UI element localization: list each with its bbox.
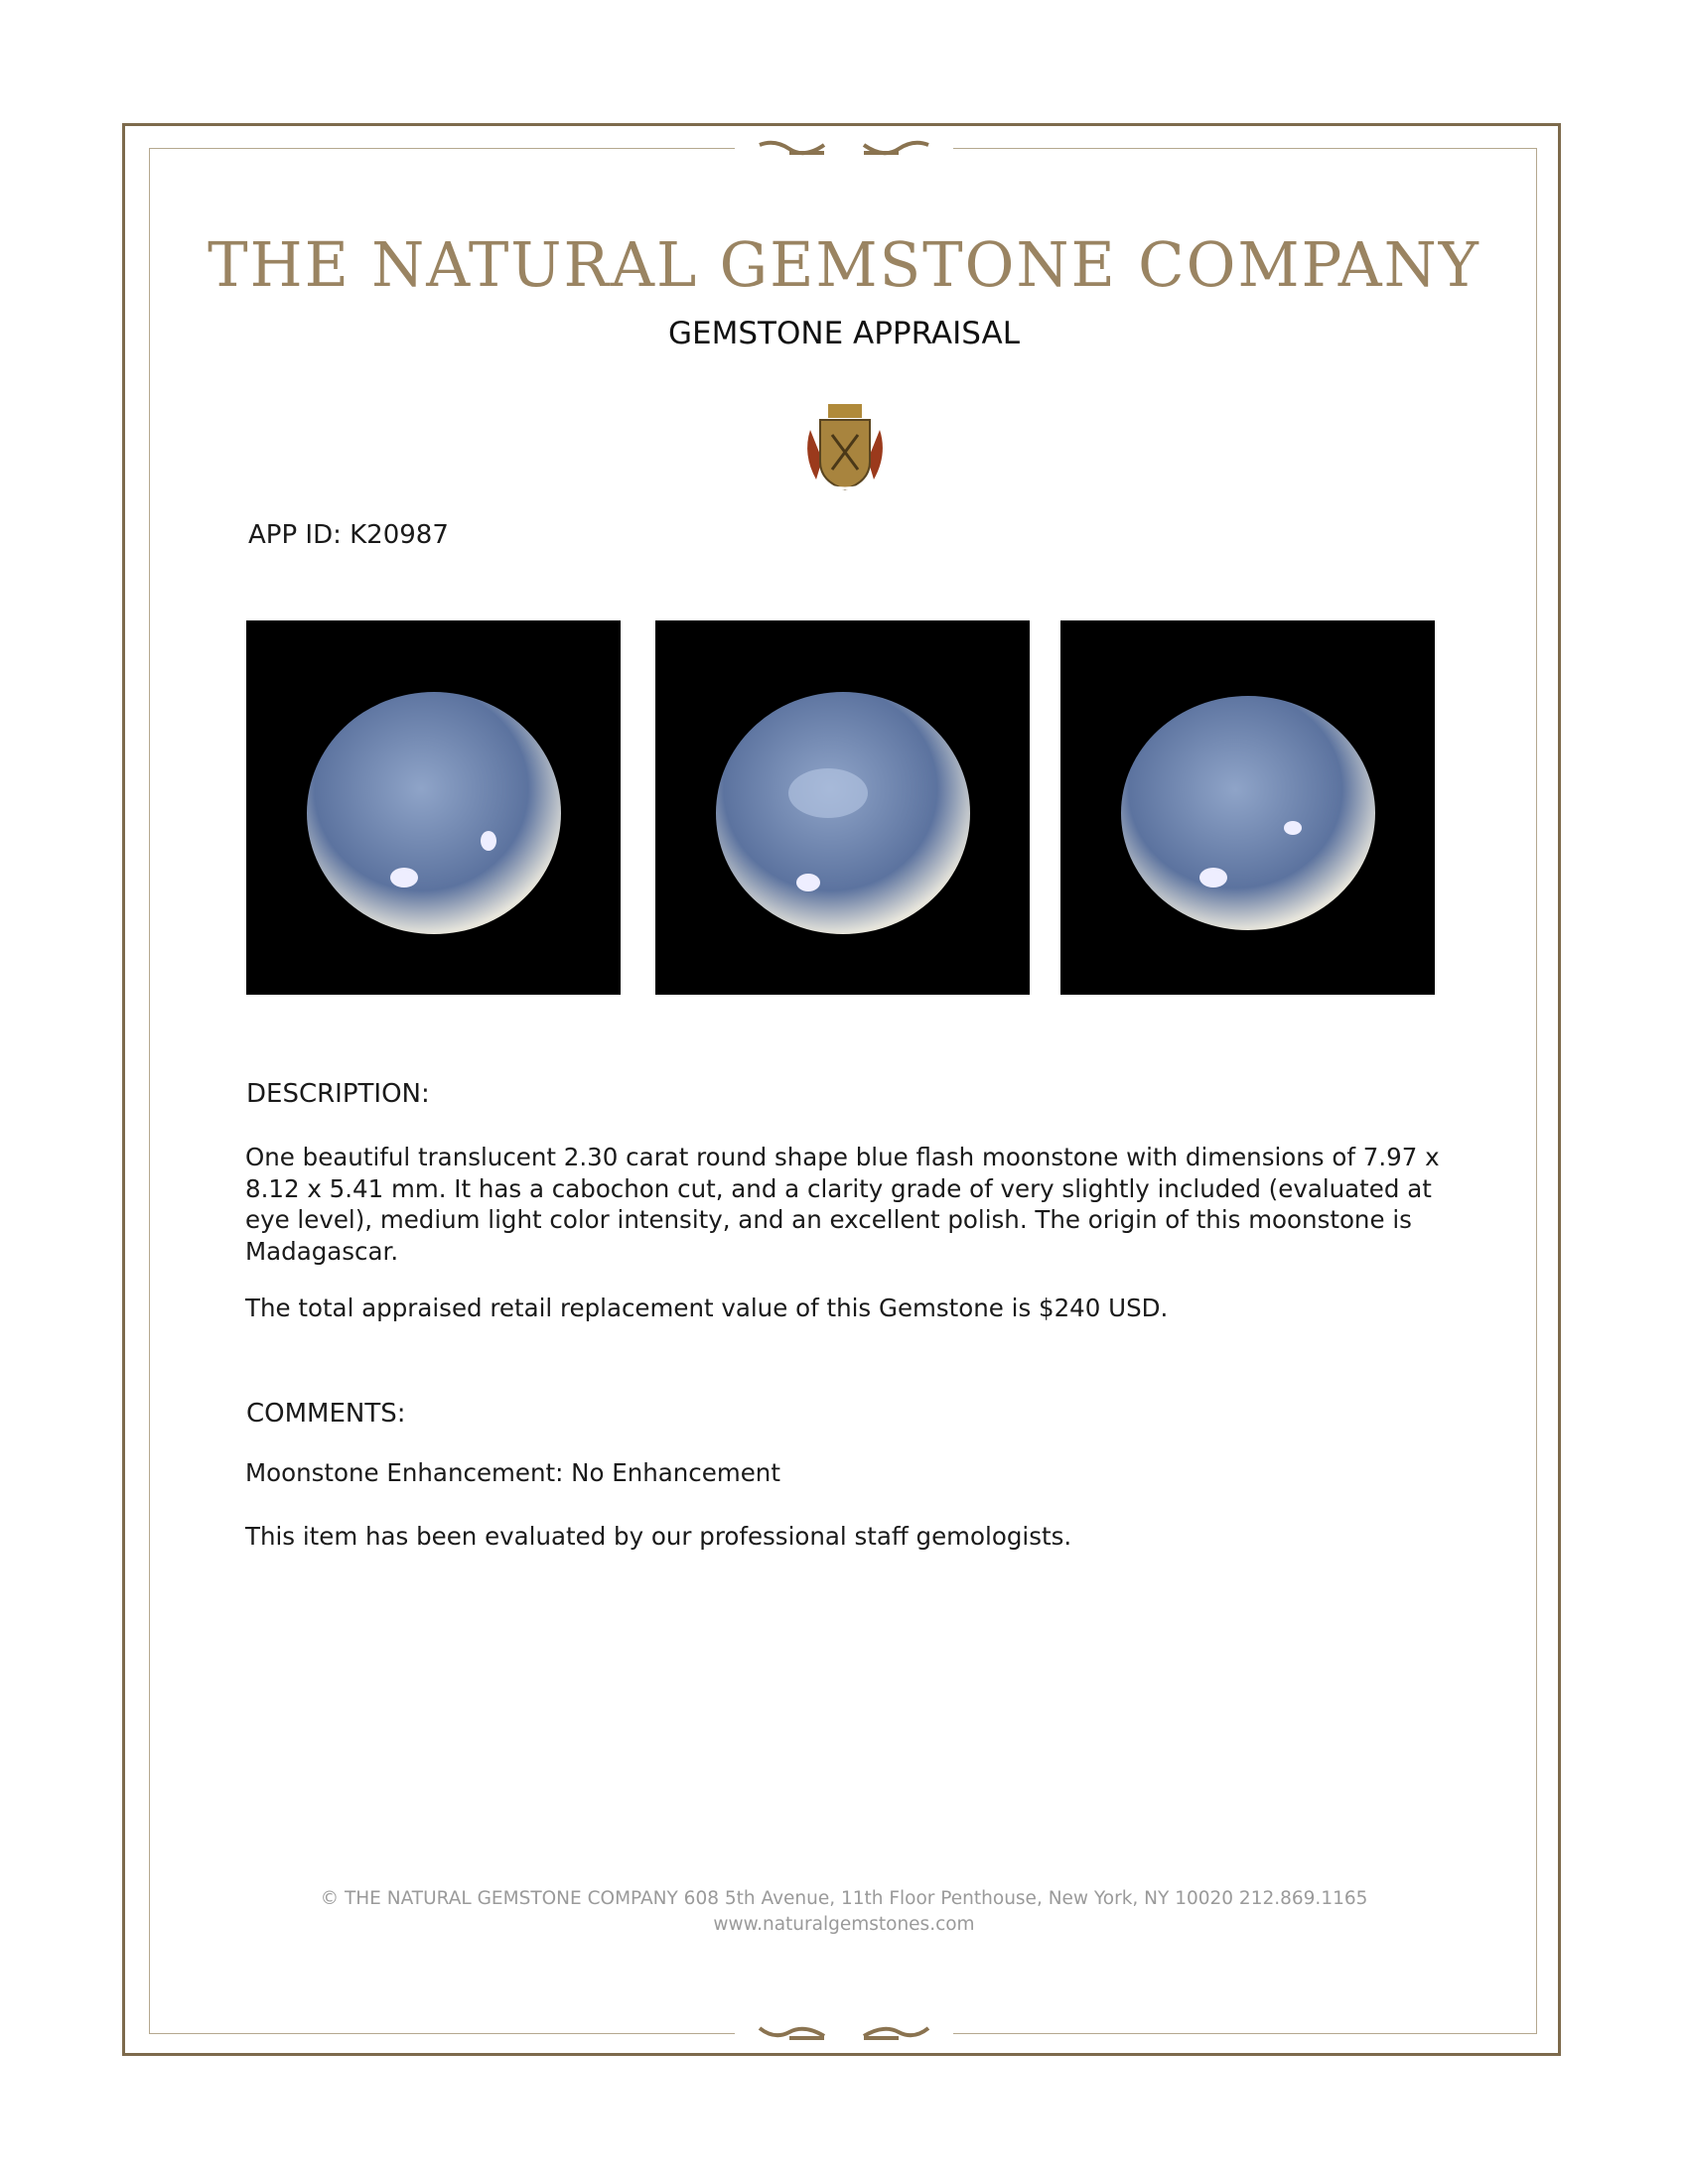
appraised-value: The total appraised retail replacement value of this Gemstone is $240 USD. <box>245 1294 1169 1322</box>
gemstone-photo-3 <box>1060 620 1435 995</box>
gemstone-photo-2 <box>655 620 1030 995</box>
document-title: GEMSTONE APPRAISAL <box>668 316 1020 351</box>
enhancement-comment: Moonstone Enhancement: No Enhancement <box>245 1458 780 1487</box>
ornament-bottom-icon <box>735 2018 953 2048</box>
footer-website[interactable]: www.naturalgemstones.com <box>713 1914 975 1935</box>
description-body: One beautiful translucent 2.30 carat round shape blue flash moonstone with dimensions of 7.97 x 8.12 x 5.41 mm. It has a cabochon cut, and a clarity grade of very slightly included (evaluated at eye level), medium light color intensity, and an excellent polish. The origin of this moonstone is Madagascar. <box>245 1143 1440 1266</box>
comments-heading: COMMENTS: <box>246 1399 406 1429</box>
ornament-top-icon <box>735 133 953 163</box>
app-id: APP ID: K20987 <box>248 520 449 550</box>
gemstone-photo-1 <box>246 620 621 995</box>
crest-logo-icon <box>802 400 888 495</box>
company-name: THE NATURAL GEMSTONE COMPANY <box>208 228 1480 301</box>
footer-address: © THE NATURAL GEMSTONE COMPANY 608 5th Avenue, 11th Floor Penthouse, New York, NY 10020 212.869.1165 <box>320 1888 1368 1909</box>
evaluation-comment: This item has been evaluated by our professional staff gemologists. <box>245 1522 1072 1551</box>
description-heading: DESCRIPTION: <box>246 1079 430 1109</box>
